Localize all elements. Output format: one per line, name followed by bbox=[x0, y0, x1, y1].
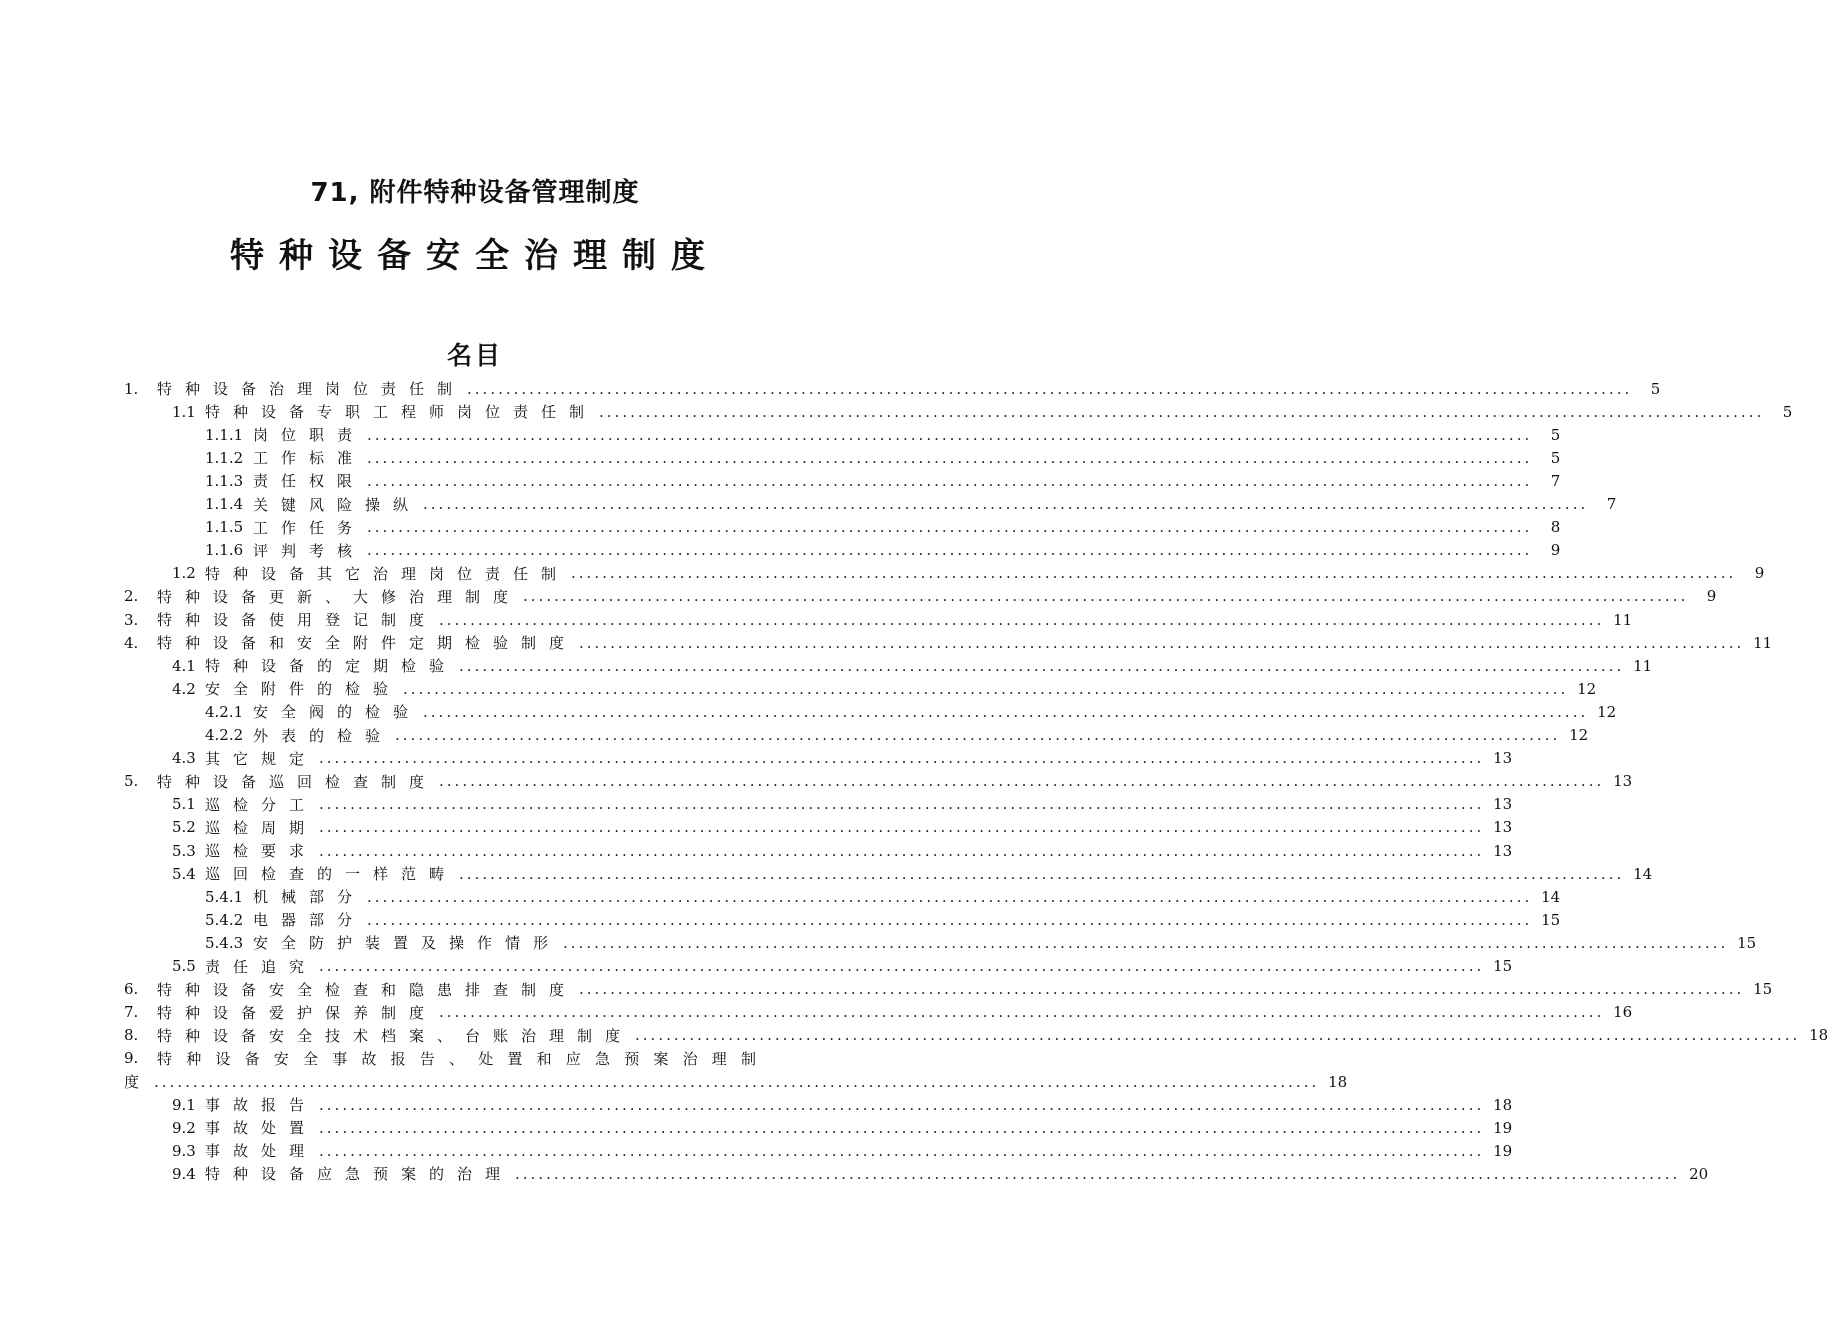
toc-entry-title: 事故处理 bbox=[205, 1142, 318, 1161]
toc-entry-title: 关键风险操纵 bbox=[253, 495, 422, 514]
toc-page-number: 5 bbox=[1550, 425, 1561, 444]
toc-entry[interactable] bbox=[172, 400, 1793, 423]
toc-entry-number: 4.2.2 bbox=[205, 726, 244, 744]
toc-entry-title: 安全防护装置及操作情形 bbox=[253, 934, 562, 953]
toc-page-number: 15 bbox=[1493, 957, 1513, 975]
toc-dot-leader: ...................................................................................................................................................... bbox=[579, 980, 1745, 999]
toc-entry-number: 4. bbox=[124, 633, 139, 652]
toc-entry-number: 1.1.1 bbox=[205, 425, 244, 444]
toc-entry[interactable] bbox=[205, 700, 1617, 723]
toc-entry[interactable] bbox=[205, 493, 1617, 516]
toc-entry-title: 特种设备治理岗位责任制 bbox=[157, 380, 466, 398]
toc-entry-title: 责任权限 bbox=[253, 472, 366, 491]
toc-dot-leader: ...................................................................................................................................................... bbox=[319, 841, 1485, 860]
toc-entry[interactable] bbox=[172, 816, 1513, 839]
toc-entry-number: 5.3 bbox=[172, 841, 196, 860]
toc-entry[interactable] bbox=[124, 631, 1773, 654]
toc-entry-title: 特种设备和安全附件定期检验制度 bbox=[157, 634, 578, 653]
toc-entry[interactable] bbox=[205, 724, 1589, 747]
toc-entry-title: 巡回检查的一样范畴 bbox=[205, 865, 458, 884]
toc-dot-leader: ...................................................................................................................................................... bbox=[319, 795, 1485, 814]
toc-page-number: 20 bbox=[1689, 1164, 1709, 1183]
toc-entry-number: 5.1 bbox=[172, 795, 196, 814]
toc-page-number: 19 bbox=[1493, 1141, 1513, 1160]
toc-entry[interactable] bbox=[205, 423, 1561, 446]
toc-entry[interactable] bbox=[172, 1093, 1513, 1116]
toc-entry-number: 5. bbox=[124, 772, 139, 791]
toc-entry-title: 事故处置 bbox=[205, 1119, 318, 1138]
toc-dot-leader: ...................................................................................................................................................... bbox=[467, 379, 1633, 398]
toc-page-number: 16 bbox=[1613, 1003, 1633, 1022]
toc-entry[interactable] bbox=[172, 1162, 1709, 1185]
toc-entry-number: 5.2 bbox=[172, 818, 196, 837]
toc-entry-title: 特种设备安全技术档案、台账治理制度 bbox=[157, 1026, 634, 1045]
toc-page-number: 9 bbox=[1754, 564, 1765, 583]
toc-entry[interactable] bbox=[205, 539, 1561, 562]
toc-entry[interactable] bbox=[124, 608, 1633, 631]
toc-entry[interactable] bbox=[172, 1139, 1513, 1162]
toc-dot-leader: ...................................................................................................................................................... bbox=[423, 702, 1589, 721]
toc-entry-number: 1.1.4 bbox=[205, 495, 244, 513]
toc-entry-title: 特种设备安全事故报告、处置和应急预案治理制 bbox=[157, 1049, 771, 1068]
toc-page-number: 7 bbox=[1606, 495, 1617, 513]
toc-page-number: 9 bbox=[1550, 541, 1561, 560]
toc-entry-title: 特种设备其它治理岗位责任制 bbox=[205, 564, 570, 583]
toc-dot-leader: ...................................................................................................................................................... bbox=[635, 1026, 1801, 1045]
toc-entry[interactable] bbox=[172, 562, 1765, 585]
toc-entry-number: 1.1 bbox=[172, 402, 196, 421]
toc-entry-number: 1.1.6 bbox=[205, 541, 244, 560]
toc-entry-number: 6. bbox=[124, 980, 139, 999]
toc-entry-number: 4.2 bbox=[172, 679, 196, 698]
toc-entry-number: 9.2 bbox=[172, 1118, 196, 1137]
toc-dot-leader: ...................................................................................................................................................... bbox=[367, 518, 1533, 537]
toc-entry-title: 特种设备应急预案的治理 bbox=[205, 1165, 514, 1184]
toc-entry[interactable] bbox=[172, 654, 1653, 677]
toc-dot-leader: ...................................................................................................................................................... bbox=[154, 1072, 1320, 1091]
toc-entry-title: 机械部分 bbox=[253, 888, 366, 907]
toc-dot-leader: ...................................................................................................................................................... bbox=[439, 772, 1605, 791]
toc-entry[interactable] bbox=[124, 1070, 1348, 1093]
toc-entry-title: 评判考核 bbox=[253, 541, 366, 560]
toc-entry-number: 1.1.5 bbox=[205, 518, 244, 537]
toc-page-number: 18 bbox=[1809, 1026, 1828, 1045]
toc-entry-title: 责任追究 bbox=[205, 957, 318, 976]
toc-entry-number: 4.3 bbox=[172, 749, 196, 768]
toc-page-number: 5 bbox=[1782, 402, 1793, 421]
toc-entry-title: 工作标准 bbox=[253, 449, 366, 468]
toc-dot-leader: ...................................................................................................................................................... bbox=[423, 495, 1589, 513]
toc-heading: 名目 bbox=[446, 341, 503, 370]
toc-page-number: 12 bbox=[1577, 679, 1597, 698]
toc-page-number: 5 bbox=[1650, 379, 1661, 398]
toc-entry-number: 5.4.3 bbox=[205, 933, 244, 952]
toc-entry-number: 5.4 bbox=[172, 864, 196, 883]
toc-entry-title: 特种设备的定期检验 bbox=[205, 657, 458, 676]
toc-dot-leader: ...................................................................................................................................................... bbox=[459, 656, 1625, 675]
toc-entry[interactable] bbox=[124, 770, 1633, 793]
toc-entry[interactable] bbox=[124, 585, 1717, 608]
toc-page-number: 7 bbox=[1550, 471, 1561, 490]
toc-page-number: 5 bbox=[1550, 448, 1561, 467]
toc-entry-title: 度 bbox=[124, 1073, 153, 1091]
toc-dot-leader: ...................................................................................................................................................... bbox=[367, 425, 1533, 444]
toc-dot-leader: ...................................................................................................................................................... bbox=[319, 1118, 1485, 1137]
toc-entry-title: 事故报告 bbox=[205, 1096, 318, 1115]
toc-dot-leader: ...................................................................................................................................................... bbox=[439, 610, 1605, 629]
toc-page-number: 15 bbox=[1541, 910, 1561, 929]
toc-entry-number: 4.2.1 bbox=[205, 702, 244, 721]
toc-dot-leader: ...................................................................................................................................................... bbox=[319, 1095, 1485, 1114]
toc-entry[interactable] bbox=[172, 955, 1513, 978]
toc-entry[interactable] bbox=[172, 839, 1513, 862]
toc-entry[interactable] bbox=[172, 677, 1597, 700]
toc-dot-leader: ...................................................................................................................................................... bbox=[319, 818, 1485, 837]
toc-page-number: 12 bbox=[1569, 726, 1589, 744]
toc-entry[interactable] bbox=[205, 885, 1561, 908]
toc-entry[interactable] bbox=[172, 1116, 1513, 1139]
toc-dot-leader: ...................................................................................................................................................... bbox=[563, 933, 1729, 952]
toc-entry-number: 2. bbox=[124, 587, 139, 606]
toc-entry[interactable] bbox=[172, 793, 1513, 816]
toc-page-number: 18 bbox=[1328, 1072, 1348, 1091]
toc-page-number: 9 bbox=[1706, 587, 1717, 606]
toc-page-number: 12 bbox=[1597, 702, 1617, 721]
toc-page-number: 13 bbox=[1493, 818, 1513, 837]
toc-page-number: 11 bbox=[1753, 633, 1773, 652]
toc-dot-leader: ...................................................................................................................................................... bbox=[395, 726, 1561, 744]
toc-page-number: 15 bbox=[1737, 933, 1757, 952]
toc-dot-leader: ...................................................................................................................................................... bbox=[523, 587, 1689, 606]
toc-entry-title: 巡检分工 bbox=[205, 795, 318, 814]
toc-dot-leader: ...................................................................................................................................................... bbox=[515, 1164, 1681, 1183]
toc-entry[interactable] bbox=[205, 908, 1561, 931]
toc-entry[interactable] bbox=[124, 1001, 1633, 1024]
toc-dot-leader: ...................................................................................................................................................... bbox=[367, 910, 1533, 929]
toc-entry-title: 特种设备安全检查和隐患排查制度 bbox=[157, 980, 578, 999]
toc-page-number: 15 bbox=[1753, 980, 1773, 999]
toc-entry-number: 4.1 bbox=[172, 656, 196, 675]
toc-dot-leader: ...................................................................................................................................................... bbox=[367, 448, 1533, 467]
toc-dot-leader: ...................................................................................................................................................... bbox=[439, 1003, 1605, 1022]
toc-dot-leader: ...................................................................................................................................................... bbox=[459, 864, 1625, 883]
toc-dot-leader: ...................................................................................................................................................... bbox=[599, 402, 1765, 421]
toc-entry[interactable] bbox=[205, 469, 1561, 492]
toc-dot-leader: ...................................................................................................................................................... bbox=[367, 541, 1533, 560]
toc-dot-leader: ...................................................................................................................................................... bbox=[319, 957, 1485, 975]
toc-entry-number: 5.4.1 bbox=[205, 887, 244, 906]
toc-entry-title: 特种设备巡回检查制度 bbox=[157, 772, 438, 791]
toc-page-number: 14 bbox=[1633, 864, 1653, 883]
toc-page-number: 8 bbox=[1550, 518, 1561, 537]
toc-page-number: 18 bbox=[1493, 1095, 1513, 1114]
toc-entry-number: 9.3 bbox=[172, 1141, 196, 1160]
toc-page-number: 13 bbox=[1493, 841, 1513, 860]
toc-entry-number: 9.1 bbox=[172, 1095, 196, 1114]
toc-page-number: 14 bbox=[1541, 887, 1561, 906]
toc-entry[interactable] bbox=[205, 931, 1757, 954]
toc-entry-title: 岗位职责 bbox=[253, 426, 366, 445]
toc-entry-title: 电器部分 bbox=[253, 911, 366, 930]
toc-page-number: 13 bbox=[1613, 772, 1633, 791]
toc-page-number: 13 bbox=[1493, 749, 1513, 768]
toc-entry-title: 特种设备爱护保养制度 bbox=[157, 1003, 438, 1022]
toc-dot-leader: ...................................................................................................................................................... bbox=[571, 564, 1737, 583]
toc-dot-leader: ...................................................................................................................................................... bbox=[319, 749, 1485, 768]
document-title: 71, 附件特种设备管理制度 bbox=[310, 178, 640, 208]
toc-entry[interactable] bbox=[205, 516, 1561, 539]
toc-entry[interactable] bbox=[205, 446, 1561, 469]
toc-entry-title: 巡检周期 bbox=[205, 818, 318, 837]
toc-entry[interactable] bbox=[124, 377, 1661, 400]
toc-entry[interactable] bbox=[124, 978, 1773, 1001]
toc-entry-title: 安全阀的检验 bbox=[253, 703, 422, 722]
toc-entry-number: 1.2 bbox=[172, 564, 196, 583]
toc-entry[interactable] bbox=[124, 1047, 812, 1070]
toc-dot-leader: ...................................................................................................................................................... bbox=[403, 679, 1569, 698]
toc-dot-leader: ...................................................................................................................................................... bbox=[579, 633, 1745, 652]
toc-entry-number: 9. bbox=[124, 1049, 139, 1068]
toc-entry-number: 1. bbox=[124, 379, 139, 398]
toc-entry[interactable] bbox=[172, 862, 1653, 885]
toc-entry[interactable] bbox=[172, 747, 1513, 770]
toc-entry-title: 工作任务 bbox=[253, 518, 366, 537]
toc-entry-number: 8. bbox=[124, 1026, 139, 1045]
toc-entry-number: 9.4 bbox=[172, 1164, 196, 1183]
toc-entry-number: 7. bbox=[124, 1003, 139, 1022]
toc-dot-leader: ...................................................................................................................................................... bbox=[367, 887, 1533, 906]
toc-page-number: 11 bbox=[1633, 656, 1653, 675]
toc-page-number: 11 bbox=[1613, 610, 1633, 629]
toc-entry[interactable] bbox=[124, 1024, 1828, 1047]
toc-page-number: 19 bbox=[1493, 1118, 1513, 1137]
toc-entry-number: 3. bbox=[124, 610, 139, 629]
main-title: 特种设备安全治理制度 bbox=[230, 236, 720, 276]
toc-entry-title: 外表的检验 bbox=[253, 726, 394, 745]
toc-page-number: 13 bbox=[1493, 795, 1513, 814]
toc-entry-title: 其它规定 bbox=[205, 749, 318, 768]
toc-entry-title: 特种设备更新、大修治理制度 bbox=[157, 587, 522, 606]
toc-entry-number: 5.5 bbox=[172, 957, 196, 975]
toc-entry-title: 特种设备专职工程师岗位责任制 bbox=[205, 403, 598, 422]
toc-entry-title: 特种设备使用登记制度 bbox=[157, 611, 438, 629]
toc-entry-title: 巡检要求 bbox=[205, 842, 318, 860]
toc-entry-number: 1.1.3 bbox=[205, 471, 244, 490]
toc-dot-leader: ...................................................................................................................................................... bbox=[319, 1141, 1485, 1160]
toc-entry-number: 5.4.2 bbox=[205, 910, 244, 929]
toc-entry-number: 1.1.2 bbox=[205, 448, 244, 467]
toc-entry-title: 安全附件的检验 bbox=[205, 680, 402, 699]
toc-dot-leader: ...................................................................................................................................................... bbox=[367, 471, 1533, 490]
